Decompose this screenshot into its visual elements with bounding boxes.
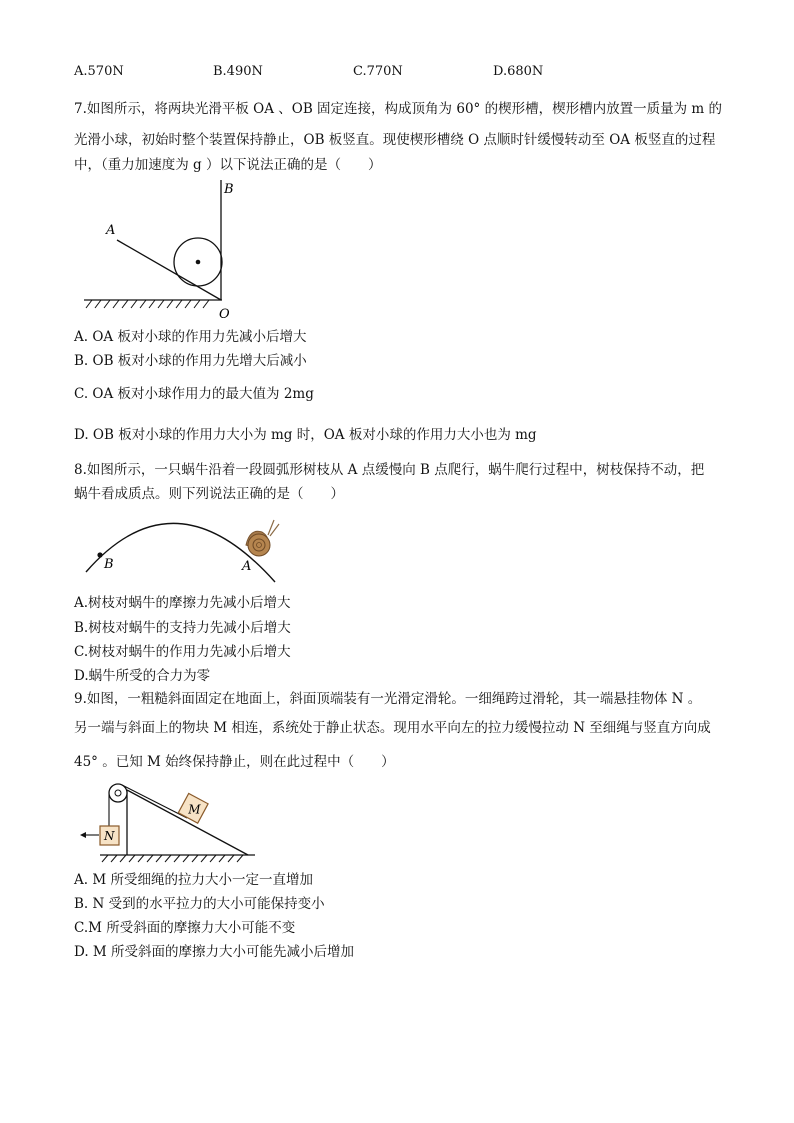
q7-label-b: B: [224, 182, 234, 197]
q7-option-d: D. OB 板对小球的作用力大小为 mg 时，OA 板对小球的作用力大小也为 mg: [74, 427, 537, 443]
q7-stem-line-1: 7.如图所示，将两块光滑平板 OA 、OB 固定连接，构成顶角为 60° 的楔形槽，楔形槽内放置一质量为 m 的: [74, 101, 722, 117]
q8-option-b: B.树枝对蜗牛的支持力先减小后增大: [74, 620, 291, 636]
q9-stem-line-1: 9.如图，一粗糙斜面固定在地面上，斜面顶端装有一光滑定滑轮。一细绳跨过滑轮，其一端悬挂物体 N 。: [74, 691, 702, 707]
q8-option-a: A.树枝对蜗牛的摩擦力先减小后增大: [74, 595, 291, 611]
q7-label-a: A: [106, 223, 116, 238]
q8-option-d: D.蜗牛所受的合力为零: [74, 668, 211, 684]
q8-label-a: A: [242, 559, 252, 574]
q9-stem-line-3: 45° 。已知 M 始终保持静止，则在此过程中（ ）: [74, 754, 395, 770]
q8-stem-line-1: 8.如图所示，一只蜗牛沿着一段圆弧形树枝从 A 点缓慢向 B 点爬行，蜗牛爬行过程中，树枝保持不动，把: [74, 462, 705, 478]
q8-option-c: C.树枝对蜗牛的作用力先减小后增大: [74, 644, 291, 660]
q7-stem-line-2: 光滑小球，初始时整个装置保持静止，OB 板竖直。现使楔形槽绕 O 点顺时针缓慢转动至 OA 板竖直的过程: [74, 132, 716, 148]
q7-option-c: C. OA 板对小球作用力的最大值为 2mg: [74, 386, 314, 402]
arrow-left-icon: [80, 832, 86, 838]
q6-option-c: C.770N: [353, 64, 403, 79]
q7-option-b: B. OB 板对小球的作用力先增大后减小: [74, 353, 307, 369]
q7-label-o: O: [219, 307, 230, 322]
q9-option-d: D. M 所受斜面的摩擦力大小可能先减小后增加: [74, 944, 355, 960]
q9-label-m: M: [188, 802, 201, 817]
q9-option-a: A. M 所受细绳的拉力大小一定一直增加: [74, 872, 313, 888]
q9-ground-hatch: [102, 855, 243, 862]
q8-stem-line-2: 蜗牛看成质点。则下列说法正确的是（ ）: [74, 486, 344, 502]
q9-block-m: [178, 793, 208, 823]
q9-rope-to-m: [122, 785, 187, 818]
q9-label-n: N: [104, 829, 115, 843]
q9-option-b: B. N 受到的水平拉力的大小可能保持变小: [74, 896, 325, 912]
q7-option-a: A. OA 板对小球的作用力先减小后增大: [74, 329, 307, 345]
q8-label-b: B: [104, 557, 114, 572]
q9-option-c: C.M 所受斜面的摩擦力大小可能不变: [74, 920, 296, 936]
q6-option-b: B.490N: [213, 64, 263, 79]
q6-option-a: A.570N: [74, 64, 124, 79]
q6-option-d: D.680N: [493, 64, 544, 79]
q9-stem-line-2: 另一端与斜面上的物块 M 相连，系统处于静止状态。现用水平向左的拉力缓慢拉动 N 至细绳与竖直方向成: [74, 720, 711, 736]
q7-stem-line-3: 中，（重力加速度为 g ）以下说法正确的是（ ）: [74, 157, 382, 173]
